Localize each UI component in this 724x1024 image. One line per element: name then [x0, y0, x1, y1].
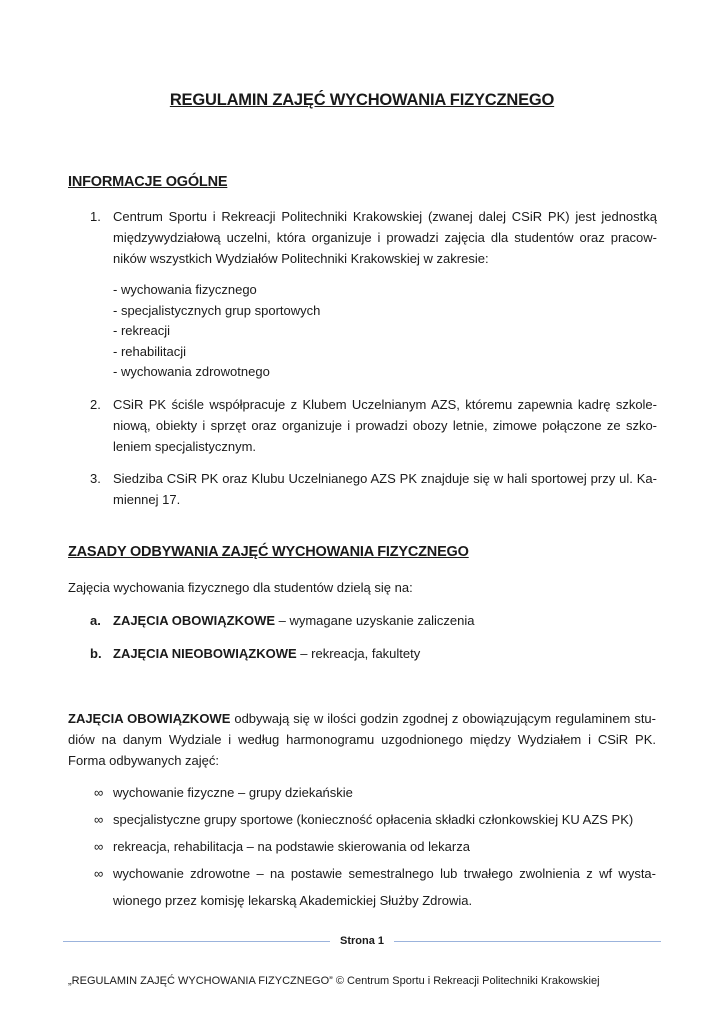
form-bullet-item: wychowanie zdrowotne – na postawie semestralnego lub trwałego zwolnienia z wf wysta- [113, 866, 656, 881]
text-line: Siedziba CSiR PK oraz Klubu Uczelnianego AZS PK znajduje się w hali sportowej przy ul. Ka- [113, 471, 657, 486]
form-bullet-item: rekreacja, rehabilitacja – na podstawie skierowania od lekarza [113, 839, 470, 854]
text-line: Centrum Sportu i Rekreacji Politechniki Krakowskiej (zwanej dalej CSiR PK) jest jednostką [113, 209, 657, 224]
infinity-bullet-icon: ∞ [94, 785, 104, 800]
type-description: – rekreacja, fakultety [296, 646, 421, 661]
paragraph-text: odbywają się w ilości godzin zgodnej z obowiązującym regulaminem stu- [230, 711, 656, 726]
text-line: ników wszystkich Wydziałów Politechniki Krakowskiej w zakresie: [113, 251, 489, 266]
type-description: – wymagane uzyskanie zaliczenia [275, 613, 475, 628]
item-text [113, 394, 657, 457]
text-line [68, 708, 656, 729]
section-heading-rules: ZASADY ODBYWANIA ZAJĘĆ WYCHOWANIA FIZYCZNEGO [68, 544, 469, 560]
item-text [113, 468, 657, 510]
infinity-bullet-icon: ∞ [94, 812, 104, 827]
type-letter: b. [90, 646, 102, 661]
text-line: diów na danym Wydziale i według harmonogramu uzgodnionego między Wydziałem i CSiR PK. [68, 732, 656, 747]
list-item: - wychowania zdrowotnego [113, 364, 270, 379]
document-title: REGULAMIN ZAJĘĆ WYCHOWANIA FIZYCZNEGO [169, 91, 555, 109]
infinity-bullet-icon: ∞ [94, 839, 104, 854]
text-line: miennej 17. [113, 492, 181, 507]
type-item [113, 610, 474, 631]
text-line: międzywydziałową uczelni, która organizuje i prowadzi zajęcia dla studentów oraz pracow- [113, 230, 657, 245]
section-heading-general: INFORMACJE OGÓLNE [68, 174, 228, 190]
page-number: Strona 1 [339, 935, 384, 947]
item-number: 3. [90, 471, 101, 486]
paragraph-bold-term: ZAJĘCIA OBOWIĄZKOWE [68, 711, 231, 726]
item-number: 2. [90, 397, 101, 412]
item-number: 1. [90, 209, 101, 224]
text-line: Forma odbywanych zajęć: [68, 753, 220, 768]
text-line: leniem specjalistycznym. [113, 439, 257, 454]
intro-text: Zajęcia wychowania fizycznego dla studentów dzielą się na: [68, 580, 413, 595]
item-text [113, 206, 657, 269]
infinity-bullet-icon: ∞ [94, 866, 104, 881]
form-bullet-continuation: wionego przez komisję lekarską Akademickiej Służby Zdrowia. [113, 893, 473, 908]
list-item: - rehabilitacji [113, 343, 186, 359]
form-bullet-item: specjalistyczne grupy sportowe (konieczność opłacenia składki członkowskiej KU AZS PK) [113, 812, 634, 827]
scope-list [113, 280, 320, 383]
type-item [113, 643, 420, 664]
mandatory-paragraph [68, 708, 656, 771]
type-label: ZAJĘCIA OBOWIĄZKOWE [113, 613, 276, 628]
footer-note: „REGULAMIN ZAJĘĆ WYCHOWANIA FIZYCZNEGO” © Centrum Sportu i Rekreacji Politechniki Krakowskiej [68, 975, 600, 987]
text-line: niową, obiekty i sprzęt oraz organizuje i prowadzi obozy letnie, zimowe połączone ze szko- [113, 418, 657, 433]
text-line: CSiR PK ściśle współpracuje z Klubem Uczelnianym AZS, któremu zapewnia kadrę szkole- [113, 397, 657, 412]
form-bullet-item: wychowanie fizyczne – grupy dziekańskie [113, 785, 353, 800]
list-item: - specjalistycznych grup sportowych [113, 302, 321, 318]
list-item: - rekreacji [113, 323, 171, 338]
type-label: ZAJĘCIA NIEOBOWIĄZKOWE [113, 646, 297, 661]
list-item: - wychowania fizycznego [113, 282, 257, 297]
type-letter: a. [90, 613, 101, 628]
